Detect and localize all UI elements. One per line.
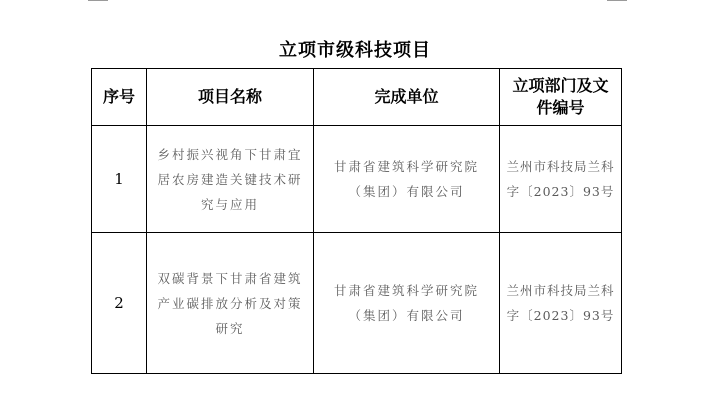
row-completion-unit-text: 甘肃省建筑科学研究院（集团）有限公司 bbox=[333, 283, 479, 323]
row-project-name bbox=[147, 233, 314, 374]
table-row bbox=[92, 126, 622, 233]
header-department-file-no bbox=[500, 69, 622, 126]
row-project-name-text: 乡村振兴视角下甘肃宜居农房建造关键技术研究与应用 bbox=[157, 146, 303, 212]
row-department-file-no-text: 兰州市科技局兰科字〔2023〕93号 bbox=[506, 283, 615, 323]
row-department-file-no-text: 兰州市科技局兰科字〔2023〕93号 bbox=[506, 159, 615, 199]
row-department-file-no bbox=[500, 126, 622, 233]
row-completion-unit-text: 甘肃省建筑科学研究院（集团）有限公司 bbox=[333, 159, 479, 199]
header-completion-unit: 完成单位 bbox=[314, 69, 500, 126]
header-project-name: 项目名称 bbox=[147, 69, 314, 126]
document-title: 立项市级科技项目 bbox=[279, 40, 431, 61]
row-completion-unit bbox=[314, 126, 500, 233]
row-project-name-text: 双碳背景下甘肃省建筑产业碳排放分析及对策研究 bbox=[157, 270, 303, 336]
row-department-file-no bbox=[500, 233, 622, 374]
table-row bbox=[92, 233, 622, 374]
page-corner-mark-right bbox=[607, 0, 627, 1]
row-seq: 1 bbox=[92, 126, 147, 233]
header-department-file-no-text: 立项部门及文件编号 bbox=[512, 76, 609, 117]
row-completion-unit bbox=[314, 233, 500, 374]
row-seq: 2 bbox=[92, 233, 147, 374]
header-seq: 序号 bbox=[92, 69, 147, 126]
table-header-row bbox=[92, 69, 622, 126]
page-corner-mark-left bbox=[88, 0, 108, 1]
row-project-name bbox=[147, 126, 314, 233]
project-table bbox=[91, 68, 622, 374]
